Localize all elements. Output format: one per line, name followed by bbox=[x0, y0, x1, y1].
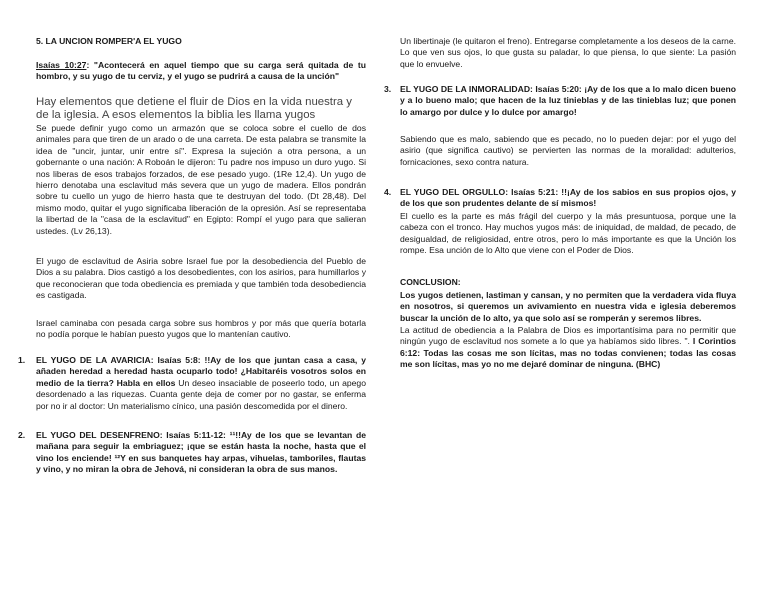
paragraph-yugo-definition: Se puede definir yugo como un armazón que se coloca sobre el cuello de dos animales para que tiren de un arado o de una carreta. De esta palabra se transmite la idea de "uncir, juntar, unir entre sí". Expresa la sujeción a otra persona, a un gobernante o una nación: A Roboán le dijeron: Tu padre nos impuso un duro yugo. Si nos liberas de esos trabajos forzados, de ese pesado yugo. (1Re 12,4). Un yugo de hierro denotaba una esclavitud más severa que un yugo de madera. Ellos pondrán sobre tu cuello un yugo de hierro hasta que te destruyan del todo. (Dt 28,48). Del mismo modo, quitar el yugo significaba liberación de la opresión. Así se representaba la libertad de la "casa de la esclavitud" en Egipto: Rompí el yugo para que salieran ustedes. (Lv 26,13). bbox=[36, 123, 366, 236]
intro-text: Hay elementos que detiene el fluir de Dios en la vida nuestra y de la iglesia. A esos elementos la biblia les llama yugos bbox=[36, 96, 352, 121]
conclusion-bold: Los yugos detienen, lastiman y cansan, y no permiten que la verdadera vida fluya en nosotros, si queremos un avivamiento en nuestra vida e iglesia deberemos buscar la unción de lo alto, ya que solo así se romperán y seremos libres. bbox=[400, 290, 736, 323]
isaias-ref: Isaías 10:27 bbox=[36, 60, 87, 70]
item4-number: 4. bbox=[384, 187, 392, 197]
conclusion-body: La actitud de obediencia a la Palabra de Dios es importantísima para no permitir que ningún yugo de esclavitud nos somete a lo que ya habíamos sido libres. ". bbox=[400, 325, 736, 347]
item1-number: 1. bbox=[18, 355, 26, 365]
item2-number: 2. bbox=[18, 430, 26, 440]
isaias-quote bbox=[36, 60, 366, 83]
item3-text: Sabiendo que es malo, sabiendo que es pecado, no lo pueden dejar: por el yugo del asirio (que significa cautivo) se pervierten las normas de la moralidad: adulterios, fornicaciones, sexo contra natura. bbox=[400, 134, 736, 167]
item4-text: El cuello es la parte es más frágil del cuerpo y la más presuntuosa, porque une la cabeza con el tronco. Hay muchos yugos más: de iniquidad, de maldad, de pecado, de desigualdad, de religiosidad, entre otros, pero lo más importante es que la Unción los rompe. Esa unción de lo Alto que viene con el Poder de Dios. bbox=[400, 211, 736, 256]
item1-text: Un deseo insaciable de poseerlo todo, un apego desordenado a las riquezas. Cuanta gente deja de comer por no gastar, se enferma por no ir al doctor: Un materialismo cínico, una pasión descomedida por el dinero. bbox=[36, 377, 366, 411]
item-avaricia bbox=[36, 355, 366, 412]
item4-title: EL YUGO DEL ORGULLO: Isaías 5:21: !!¡Ay de los sabios en sus propios ojos, y de los que son prudentes delante de sí mismos! bbox=[400, 187, 736, 209]
conclusion-title: CONCLUSION: bbox=[400, 277, 461, 287]
desenfreno-continued: Un libertinaje (le quitaron el freno). Entregarse completamente a los deseos de la carne. Lo que ven sus ojos, lo que gusta su paladar, lo que piensa, lo que siente: La pasión que lo envuelve. bbox=[400, 36, 736, 69]
section-title: 5. LA UNCION ROMPER'A EL YUGO bbox=[36, 36, 182, 46]
item3-number: 3. bbox=[384, 84, 392, 94]
isaias-text: : "Acontecerá en aquel tiempo que su carga será quitada de tu hombro, y su yugo de tu cerviz, y el yugo se pudrirá a causa de la unción" bbox=[36, 60, 366, 82]
conclusion-reference: I Corintios 6:12: Todas las cosas me son lícitas, mas no todas convienen; todas las cosas me son lícitas, mas yo no me dejaré dominar de ninguna. (BHC) bbox=[400, 336, 736, 370]
paragraph-israel: Israel caminaba con pesada carga sobre sus hombros y por más que quería botarla no podía porque le habían puesto yugos que lo mantenían cautivo. bbox=[36, 318, 366, 340]
conclusion-text bbox=[400, 325, 736, 371]
item-desenfreno: EL YUGO DEL DESENFRENO: Isaías 5:11-12: ¹¹!!Ay de los que se levantan de mañana para seguir la embriaguez; ¡que se están hasta la noche, hasta que el vino los enciende! ¹²Y en sus banquetes hay arpas, vihuelas, tamboriles, flautas y vino, y no miran la obra de Jehová, ni consideran la obra de sus manos. bbox=[36, 430, 366, 475]
item3-title: EL YUGO DE LA INMORALIDAD: Isaías 5:20: ¡Ay de los que a lo malo dicen bueno y a lo bueno malo; que hacen de la luz tinieblas y de las tinieblas luz; que ponen lo amargo por dulce y lo dulce por amargo! bbox=[400, 84, 736, 117]
paragraph-asiria: El yugo de esclavitud de Asiria sobre Israel fue por la desobediencia del Pueblo de Dios a su palabra. Dios castigó a los desobedientes, con los asirios, para humillarlos y que reconocieran que toda obediencia es premiada y que también toda desobediencia es castigada. bbox=[36, 256, 366, 301]
item1-title: EL YUGO DE LA AVARICIA: Isaías 5:8: !!Ay de los que juntan casa a casa, y añaden heredad a heredad hasta ocuparlo todo! ¿Habitaréis vosotros solos en medio de la tierra? Habla en ellos bbox=[36, 355, 366, 388]
